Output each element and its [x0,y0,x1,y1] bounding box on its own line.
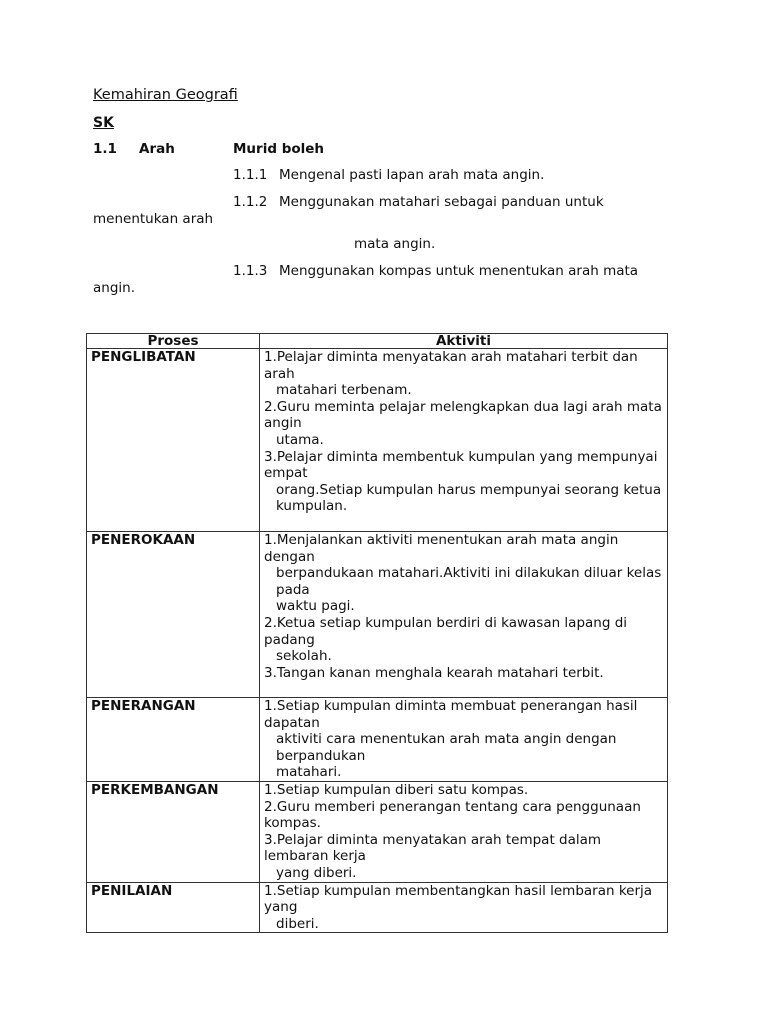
activity-line: utama. [276,431,324,448]
activity-line: 1.Setiap kumpulan diberi satu kompas. [264,781,529,798]
table-row [87,532,668,698]
activity-line: 3.Tangan kanan menghala kearah matahari terbit. [264,664,604,681]
objective-continuation: mata angin. [354,236,436,252]
table-row [87,349,668,532]
activity-line: 1.Setiap kumpulan diminta membuat penerangan hasil dapatan [264,698,642,731]
table-header-row [87,334,668,349]
document-title: Kemahiran Geografi [93,87,238,103]
phase-cell: PERKEMBANGAN [87,781,260,882]
section-number: 1.1 [93,141,117,157]
activity-line: 2.Guru meminta pelajar melengkapkan dua lagi arah mata angin [264,398,667,432]
level-heading: SK [93,115,114,131]
objective-continuation: menentukan arah [93,211,214,227]
activity-line: diberi. [276,915,319,932]
phase-cell: PENERANGAN [87,698,260,782]
activity-line: 1.Pelajar diminta menyatakan arah matahari terbit dan arah [264,349,643,382]
activity-line: 1.Setiap kumpulan membentangkan hasil lembaran kerja yang [264,882,657,916]
objective-code: 1.1.2 [233,194,268,210]
activity-line: berpandukaan matahari.Aktiviti ini dilakukan diluar kelas pada [276,565,666,598]
activity-line: aktiviti cara menentukan arah mata angin dengan berpandukan [276,731,621,764]
activity-cell [260,698,668,782]
activity-line: 3.Pelajar diminta menyatakan arah tempat dalam lembaran kerja [264,831,606,865]
activity-line: 2.Guru memberi penerangan tentang cara penggunaan kompas. [264,798,646,832]
table-row [87,882,668,933]
column-header-aktiviti: Aktiviti [260,334,668,349]
objective-continuation: angin. [93,280,135,296]
activity-line: matahari terbenam. [276,382,412,399]
phase-cell: PENGLIBATAN [87,349,260,532]
column-header-proses: Proses [87,334,260,349]
activity-line: kumpulan. [276,498,348,515]
objective-text: Mengenal pasti lapan arah mata angin. [279,167,545,183]
activity-line: 2.Ketua setiap kumpulan berdiri di kawasan lapang di padang [264,614,632,648]
activity-line: 1.Menjalankan aktiviti menentukan arah mata angin dengan [264,532,623,565]
activity-cell [260,781,668,882]
activity-line: yang diberi. [276,864,357,881]
activity-line: 3.Pelajar diminta membentuk kumpulan yang mempunyai empat [264,448,662,482]
objective-text: Menggunakan matahari sebagai panduan untuk [279,194,604,210]
objective-text: Menggunakan kompas untuk menentukan arah mata [279,263,639,279]
table-row [87,781,668,882]
objective-code: 1.1.1 [233,167,268,183]
activity-line: sekolah. [276,648,332,665]
section-intro: Murid boleh [233,141,325,157]
process-table [86,333,668,933]
objective-code: 1.1.3 [233,263,268,279]
phase-cell: PENILAIAN [87,882,260,933]
section-name: Arah [139,141,175,157]
phase-cell: PENEROKAAN [87,532,260,698]
activity-line: orang.Setiap kumpulan harus mempunyai seorang ketua [276,481,662,498]
activity-line: matahari. [276,764,342,781]
table-row [87,698,668,782]
activity-cell [260,882,668,933]
activity-cell [260,349,668,532]
activity-cell [260,532,668,698]
activity-line: waktu pagi. [276,598,355,615]
